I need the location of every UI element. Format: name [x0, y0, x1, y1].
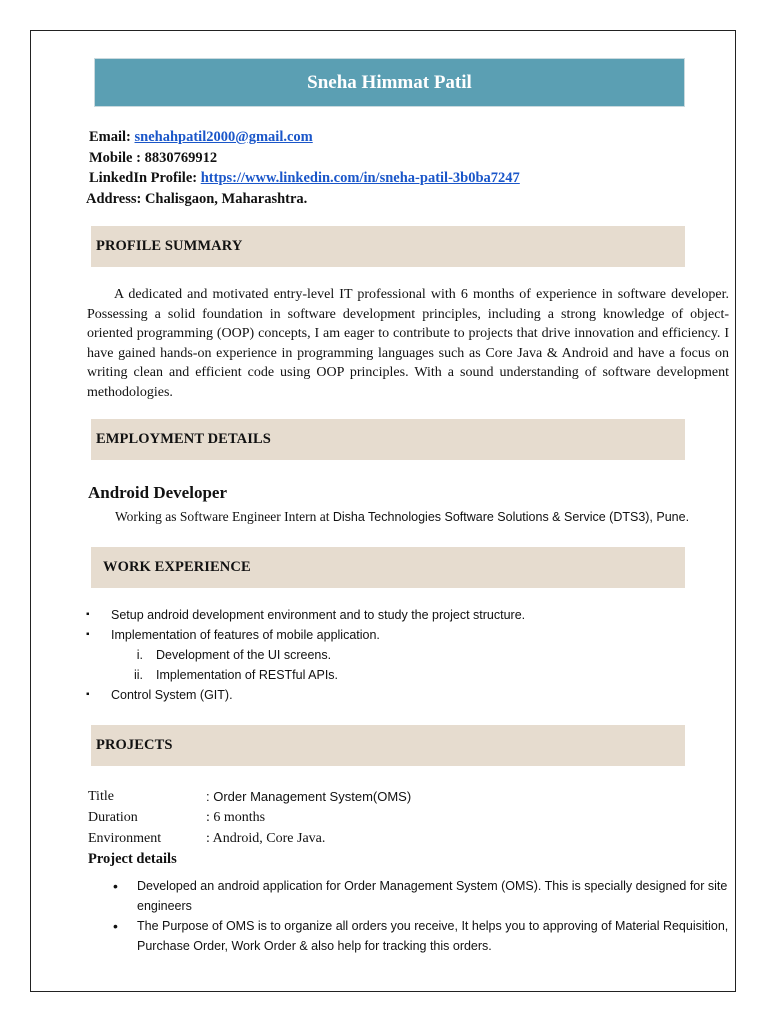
- address-value: Chalisgaon, Maharashtra.: [144, 190, 308, 207]
- job-prefix: Working as Software Engineer Intern at: [115, 509, 330, 524]
- project-title-value: : Order Management System(OMS): [206, 789, 412, 804]
- mobile-value: 8830769912: [144, 149, 218, 166]
- list-item-text: Implementation of features of mobile application.: [111, 628, 380, 642]
- email-link[interactable]: snehahpatil2000@gmail.com: [134, 129, 313, 145]
- project-duration-label: Duration: [88, 810, 138, 825]
- project-duration-row: [88, 807, 411, 828]
- section-projects: [91, 725, 685, 766]
- list-item-text: Developed an android application for Order Management System (OMS). This is specially designed for site engineers: [137, 879, 728, 913]
- list-item: [83, 685, 525, 705]
- section-title: WORK EXPERIENCE: [103, 559, 251, 575]
- linkedin-row: [89, 168, 520, 189]
- resume-page: [30, 30, 736, 992]
- bullet-icon: ▪: [86, 689, 90, 700]
- contact-block: [86, 127, 520, 209]
- section-title: EMPLOYMENT DETAILS: [96, 431, 271, 447]
- work-experience-list: [83, 605, 525, 705]
- project-details-heading: Project details: [88, 851, 177, 867]
- section-profile-summary: [91, 226, 685, 267]
- address-label: Address:: [86, 190, 142, 207]
- project-environment-label: Environment: [88, 831, 162, 846]
- project-title-label: Title: [88, 789, 114, 804]
- email-label: Email:: [89, 129, 131, 145]
- list-item-text: Control System (GIT).: [111, 688, 233, 702]
- bullet-icon: •: [113, 918, 118, 934]
- bullet-icon: ▪: [86, 629, 90, 640]
- sub-item-text: Implementation of RESTful APIs.: [156, 668, 339, 682]
- project-environment-value: : Android, Core Java.: [206, 831, 326, 846]
- job-title: Android Developer: [88, 483, 227, 502]
- project-title-row: [88, 786, 411, 807]
- mobile-row: [89, 148, 520, 169]
- list-item: [83, 605, 525, 625]
- project-duration-value: : 6 months: [206, 810, 266, 825]
- list-item-text: Setup android development environment and to study the project structure.: [111, 608, 526, 622]
- list-item: [83, 625, 525, 645]
- job-description: [115, 509, 689, 525]
- bullet-icon: ▪: [86, 609, 90, 620]
- project-info: [88, 786, 411, 849]
- sub-item-text: Development of the UI screens.: [156, 648, 332, 662]
- linkedin-link[interactable]: https://www.linkedin.com/in/sneha-patil-3b0ba7247: [200, 170, 520, 186]
- address-row: [86, 189, 520, 210]
- section-work-experience: [91, 547, 685, 588]
- section-title: PROJECTS: [96, 737, 173, 753]
- sub-list-item: [83, 645, 525, 665]
- email-row: [89, 127, 520, 148]
- sub-item-number: ii.: [133, 668, 143, 682]
- project-details-list: [109, 877, 729, 957]
- name-header: [94, 58, 685, 107]
- mobile-label: Mobile :: [89, 149, 141, 166]
- sub-list-item: [83, 665, 525, 685]
- profile-summary-text: A dedicated and motivated entry-level IT professional with 6 months of experience in software developer. Possessing a solid foundation in software development principles, including a strong knowledge of object-oriented programming (OOP) concepts, I am eager to contribute to projects that drive innovation and efficiency. I have gained hands-on experience in programming languages such as Core Java & Android and have a focus on writing clean and efficient code using OOP principles. With a sound understanding of software development methodologies.: [87, 287, 729, 400]
- company-name: Disha Technologies Software Solutions & Service (DTS3), Pune.: [332, 510, 690, 524]
- sub-item-number: i.: [136, 648, 143, 662]
- linkedin-label: LinkedIn Profile:: [89, 170, 198, 186]
- section-title: PROFILE SUMMARY: [96, 238, 243, 254]
- list-item-text: The Purpose of OMS is to organize all orders you receive, It helps you to approving of Material Requisition, Purchase Order, Work Order & also help for tracking this orders.: [137, 919, 729, 953]
- project-environment-row: [88, 828, 411, 849]
- bullet-icon: •: [113, 878, 118, 894]
- candidate-name: Sneha Himmat Patil: [307, 71, 472, 93]
- list-item: [109, 917, 729, 956]
- section-employment-details: [91, 419, 685, 460]
- list-item: [109, 877, 729, 916]
